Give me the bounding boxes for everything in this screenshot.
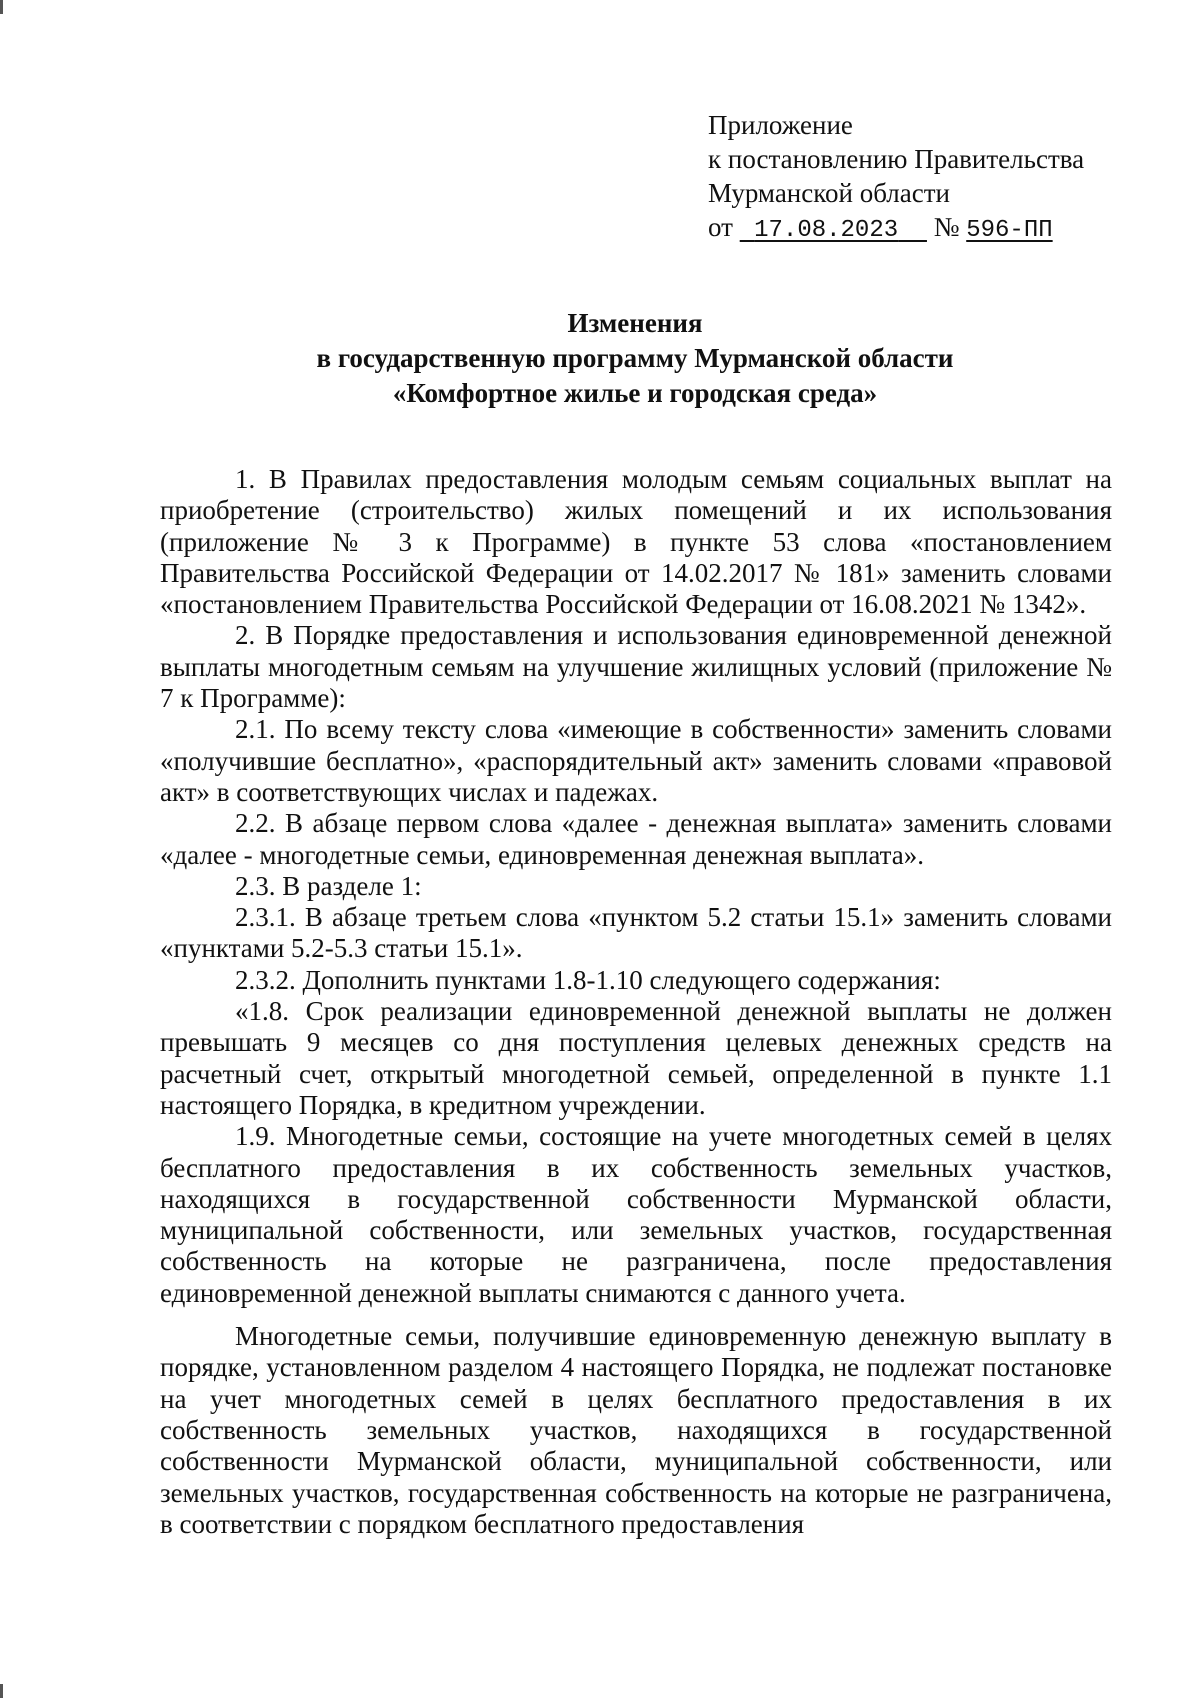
paragraph-1: 1. В Правилах предоставления молодым семьям социальных выплат на приобретение (строительство) жилых помещений и их использования (приложение № 3 к Программе) в пункте 53 слова «постановлением Правительства Российской Федерации от 14.02.2017 № 181» заменить словами «постановлением Правительства Российской Федерации от 16.08.2021 № 1342». <box>160 464 1112 620</box>
appendix-line-resolution: к постановлению Правительства <box>708 144 1085 174</box>
document-title <box>160 306 1110 411</box>
paragraph-2-1: 2.1. По всему тексту слова «имеющие в собственности» заменить словами «получившие бесплатно», «распорядительный акт» заменить словами «правовой акт» в соответствующих числах и падежах. <box>160 714 1112 807</box>
paragraph-1-9: 1.9. Многодетные семьи, состоящие на учете многодетных семей в целях бесплатного предоставления в их собственность земельных участков, находящихся в государственной собственности Мурманской области, муниципальной собственности, или земельных участков, государственная собственность на которые не разграничена, после предоставления единовременной денежной выплаты снимаются с данного учета. <box>160 1121 1112 1308</box>
paragraph-2-3-1: 2.3.1. В абзаце третьем слова «пунктом 5.2 статьи 15.1» заменить словами «пунктами 5.2-5.3 статьи 15.1». <box>160 902 1112 964</box>
paragraph-2-2: 2.2. В абзаце первом слова «далее - денежная выплата» заменить словами «далее - многодетные семьи, единовременная денежная выплата». <box>160 808 1112 870</box>
date-prefix: от <box>708 212 733 242</box>
title-line-1: Изменения <box>567 308 703 338</box>
resolution-number: 596-ПП <box>966 217 1053 244</box>
paragraph-1-9-continued: Многодетные семьи, получившие единовременную денежную выплату в порядке, установленном разделом 4 настоящего Порядка, не подлежат постановке на учет многодетных семей в целях бесплатного предоставления в их собственность земельных участков, находящихся в государственной собственности Мурманской области, муниципальной собственности, или земельных участков, государственная собственность на которые не разграничена, в соответствии с порядком бесплатного предоставления <box>160 1321 1112 1539</box>
scan-edge-mark-bottom <box>0 1684 3 1698</box>
appendix-header <box>708 108 1084 248</box>
paragraph-2-3: 2.3. В разделе 1: <box>235 870 422 901</box>
title-line-2: в государственную программу Мурманской области <box>316 343 954 373</box>
paragraph-2-3-2: 2.3.2. Дополнить пунктами 1.8-1.10 следующего содержания: <box>235 964 941 995</box>
number-prefix: № <box>933 212 960 242</box>
appendix-line-region: Мурманской области <box>708 178 950 208</box>
paragraph-1-8: «1.8. Срок реализации единовременной денежной выплаты не должен превышать 9 месяцев со дня поступления целевых денежных средств на расчетный счет, открытый многодетной семьей, определенной в пункте 1.1 настоящего Порядка, в кредитном учреждении. <box>160 996 1112 1120</box>
document-body <box>160 464 1112 1540</box>
scan-edge-mark-top <box>0 0 3 14</box>
title-line-3: «Комфортное жилье и городская среда» <box>392 378 878 408</box>
appendix-date-number-line <box>708 210 1084 248</box>
resolution-date: 17.08.2023 <box>754 217 899 244</box>
paragraph-2: 2. В Порядке предоставления и использования единовременной денежной выплаты многодетным семьям на улучшение жилищных условий (приложение № 7 к Программе): <box>160 620 1112 714</box>
appendix-label: Приложение <box>708 110 853 140</box>
